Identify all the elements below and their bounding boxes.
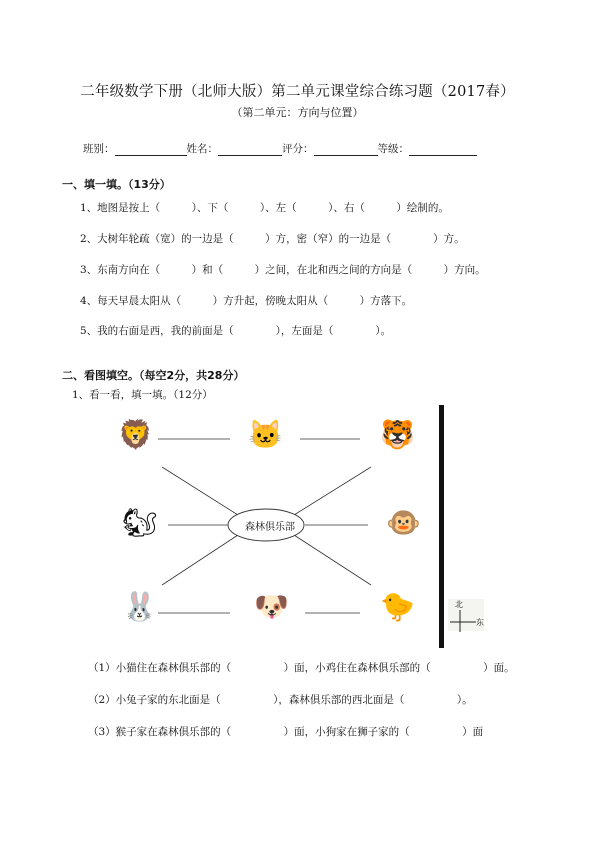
section2-question-3: （3）猴子家在森林俱乐部的（ ）面，小狗家在狮子家的（ ）面 xyxy=(88,726,484,738)
section2-heading: 二、看图填空。（每空2分，共28分） xyxy=(62,369,245,382)
name-blank[interactable] xyxy=(218,144,282,156)
score-label: 评分： xyxy=(282,143,314,155)
lion-icon: 🦁 xyxy=(118,418,153,451)
section2-question-1: （1）小猫住在森林俱乐部的（ ）面，小鸡住在森林俱乐部的（ ）面。 xyxy=(88,662,515,674)
page-title: 二年级数学下册（北师大版）第二单元课堂综合练习题（2017春） xyxy=(80,84,515,100)
section1-question-5: 5、我的右面是西，我的前面是（ ），左面是（ ）。 xyxy=(80,325,392,337)
section2-question-2: （2）小兔子家的东北面是（ ），森林俱乐部的西北面是（ ）。 xyxy=(88,694,473,706)
section1-question-1: 1、地图是按上（ ）、下（ ）、左（ ）、右（ ）绘制的。 xyxy=(80,202,449,214)
section1-heading: 一、填一填。（13分） xyxy=(62,178,171,191)
grade-blank[interactable] xyxy=(409,144,477,156)
cat-icon: 🐱 xyxy=(248,418,283,451)
grade-label: 等级： xyxy=(377,143,409,155)
compass-north-label: 北 xyxy=(455,600,463,609)
dog-icon: 🐶 xyxy=(254,590,289,623)
student-info-row xyxy=(83,141,477,156)
class-label: 班别： xyxy=(83,143,115,155)
monkey-icon: 🐵 xyxy=(386,506,421,539)
section1-question-4: 4、每天早晨太阳从（ ）方升起，傍晚太阳从（ ）方落下。 xyxy=(80,295,413,307)
chick-icon: 🐤 xyxy=(380,590,415,623)
section2-subheading: 1、看一看，填一填。（12分） xyxy=(72,389,213,401)
squirrel-icon: 🐿 xyxy=(122,506,158,539)
tiger-icon: 🐯 xyxy=(380,418,415,451)
section1-question-2: 2、大树年轮疏（宽）的一边是（ ）方，密（窄）的一边是（ ）方。 xyxy=(80,233,465,245)
score-blank[interactable] xyxy=(314,144,378,156)
name-label: 姓名： xyxy=(186,143,218,155)
center-label: 森林俱乐部 xyxy=(245,522,295,533)
compass-east-label: 东 xyxy=(476,618,484,627)
forest-club-map xyxy=(98,403,494,650)
page-subtitle: （第二单元：方向与位置） xyxy=(231,106,364,119)
class-blank[interactable] xyxy=(115,144,187,156)
rabbit-icon: 🐰 xyxy=(122,590,157,623)
section1-question-3: 3、东南方向在（ ）和（ ）之间，在北和西之间的方向是（ ）方向。 xyxy=(80,264,486,276)
